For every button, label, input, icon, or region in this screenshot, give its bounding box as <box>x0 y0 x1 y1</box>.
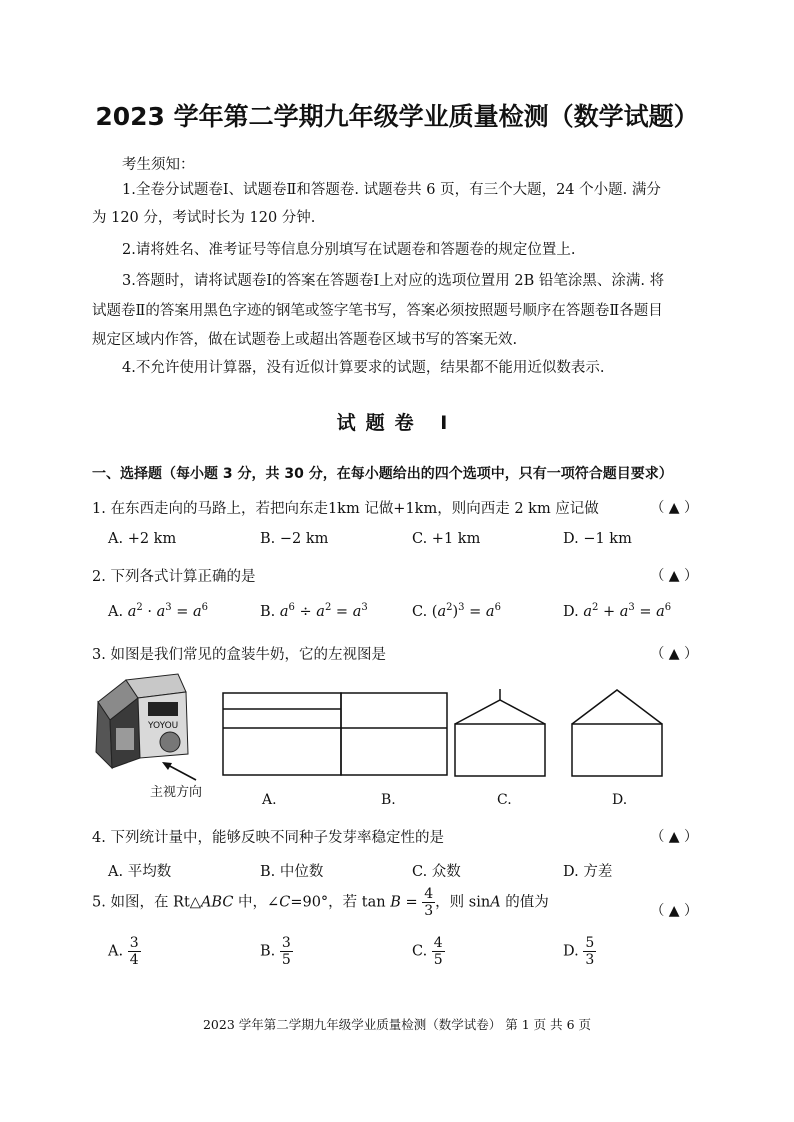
q5-tan-numerator: 4 <box>424 886 434 902</box>
q2-option-c-label: C. <box>412 603 428 620</box>
q1-stem: 1. 在东西走向的马路上，若把向东走1km 记做+1km，则向西走 2 km 应记做 <box>92 501 599 517</box>
section-title: 试题卷 Ⅰ <box>336 412 458 434</box>
q5-option-d-label: D. <box>563 943 579 960</box>
q5-option-b <box>260 935 293 968</box>
q4-option-d: D. 方差 <box>563 864 613 880</box>
notice-item-4: 4.不允许使用计算器，没有近似计算要求的试题，结果都不能用近似数表示. <box>122 360 605 376</box>
q5-stem-part: =90°，若 tan <box>290 894 391 911</box>
q5-option-c-denominator: 5 <box>433 952 443 968</box>
q2-option-c <box>412 602 501 620</box>
q5-stem-angle-b: B <box>390 894 401 911</box>
q3-option-b-label: B. <box>381 792 396 808</box>
notice-item-3-line-2: 试题卷Ⅱ的答案用黑色字迹的钢笔或签字笔书写，答案必须按照题号顺序在答题卷Ⅱ各题目 <box>92 303 663 319</box>
q3-option-a-figure <box>222 692 342 776</box>
q5-option-a <box>108 935 141 968</box>
q5-stem-part: 中，∠ <box>233 894 280 911</box>
q3-option-c-figure <box>454 688 546 778</box>
q5-option-d <box>563 935 596 968</box>
q2-option-d-label: D. <box>563 603 579 620</box>
q5-option-c-numerator: 4 <box>433 935 443 951</box>
q5-stem <box>92 886 549 919</box>
q5-stem-part: 5. 如图，在 Rt△ <box>92 894 201 911</box>
q4-answer-mark: （ ▲ ） <box>650 829 698 845</box>
q3-option-d-label: D. <box>612 792 628 808</box>
q5-stem-part: 的值为 <box>500 894 549 911</box>
q3-option-b-figure <box>340 692 448 776</box>
q5-option-a-fraction <box>128 935 141 968</box>
q5-option-d-numerator: 5 <box>585 935 595 951</box>
view-direction-arrow-icon <box>160 760 200 782</box>
q4-option-a: A. 平均数 <box>108 864 172 880</box>
q5-answer-mark: （ ▲ ） <box>650 903 698 919</box>
q5-option-a-denominator: 4 <box>129 952 139 968</box>
page-title: 2023 学年第二学期九年级学业质量检测（数学试题） <box>95 102 699 131</box>
notice-item-1-line-1: 1.全卷分试题卷Ⅰ、试题卷Ⅱ和答题卷. 试题卷共 6 页，有三个大题，24 个小题. 满分 <box>122 182 661 198</box>
q5-tan-denominator: 3 <box>424 903 434 919</box>
q5-stem-part: = <box>400 894 423 911</box>
notice-item-3-line-1: 3.答题时，请将试题卷Ⅰ的答案在答题卷Ⅰ上对应的选项位置用 2B 铅笔涂黑、涂满. 将 <box>122 273 665 289</box>
q4-option-c: C. 众数 <box>412 864 461 880</box>
part1-heading: 一、选择题（每小题 3 分，共 30 分，在每小题给出的四个选项中，只有一项符合题目要求） <box>92 466 673 482</box>
q2-option-b-label: B. <box>260 603 276 620</box>
q2-answer-mark: （ ▲ ） <box>650 568 698 584</box>
q3-option-a-label: A. <box>262 792 277 808</box>
q2-stem: 2. 下列各式计算正确的是 <box>92 569 256 585</box>
view-direction-label: 主视方向 <box>150 785 203 800</box>
q2-option-a-label: A. <box>108 603 124 620</box>
q5-option-b-fraction <box>280 935 293 968</box>
notice-heading: 考生须知： <box>122 157 195 173</box>
q5-option-c-fraction <box>432 935 445 968</box>
q5-stem-triangle: ABC <box>200 894 234 911</box>
q2-option-a-formula: $a^2 \cdot a^3 = a^6$ <box>127 602 208 620</box>
q5-option-d-fraction <box>583 935 596 968</box>
q2-option-b <box>260 602 368 620</box>
q2-option-c-formula: $(a^2)^3 = a^6$ <box>431 602 501 620</box>
q1-option-a: A. +2 km <box>108 531 177 547</box>
q5-option-c <box>412 935 445 968</box>
q5-tan-fraction <box>422 886 435 919</box>
q1-option-d: D. −1 km <box>563 531 632 547</box>
q3-option-d-figure <box>571 688 663 778</box>
notice-item-1-line-2: 为 120 分，考试时长为 120 分钟. <box>92 210 316 226</box>
q5-option-b-label: B. <box>260 943 276 960</box>
notice-item-3-line-3: 规定区域内作答，做在试题卷上或超出答题卷区域书写的答案无效. <box>92 332 518 348</box>
q5-option-b-denominator: 5 <box>281 952 291 968</box>
q5-option-a-label: A. <box>108 943 124 960</box>
q1-answer-mark: （ ▲ ） <box>650 500 698 516</box>
q3-option-c-label: C. <box>497 792 512 808</box>
q5-stem-part: ，则 sin <box>435 894 491 911</box>
q5-option-b-numerator: 3 <box>281 935 291 951</box>
q3-stem: 3. 如图是我们常见的盒装牛奶，它的左视图是 <box>92 647 386 663</box>
page-footer: 2023 学年第二学期九年级学业质量检测（数学试卷） 第 1 页 共 6 页 <box>202 1017 592 1032</box>
q5-stem-angle-c: C <box>279 894 291 911</box>
q1-option-b: B. −2 km <box>260 531 329 547</box>
q5-stem-angle-a: A <box>490 894 501 911</box>
q5-option-d-denominator: 3 <box>585 952 595 968</box>
q3-answer-mark: （ ▲ ） <box>650 646 698 662</box>
q4-option-b: B. 中位数 <box>260 864 324 880</box>
q1-option-c: C. +1 km <box>412 531 481 547</box>
notice-item-2: 2.请将姓名、准考证号等信息分别填写在试题卷和答题卷的规定位置上. <box>122 242 576 258</box>
q2-option-b-formula: $a^6 \div a^2 = a^3$ <box>279 602 368 620</box>
q5-option-c-label: C. <box>412 943 428 960</box>
q2-option-d <box>563 602 671 620</box>
q5-option-a-numerator: 3 <box>129 935 139 951</box>
q2-option-a <box>108 602 208 620</box>
carton-brand-text: YOYOU <box>148 721 179 731</box>
q2-option-d-formula: $a^2 + a^3 = a^6$ <box>583 602 672 620</box>
q4-stem: 4. 下列统计量中，能够反映不同种子发芽率稳定性的是 <box>92 830 444 846</box>
